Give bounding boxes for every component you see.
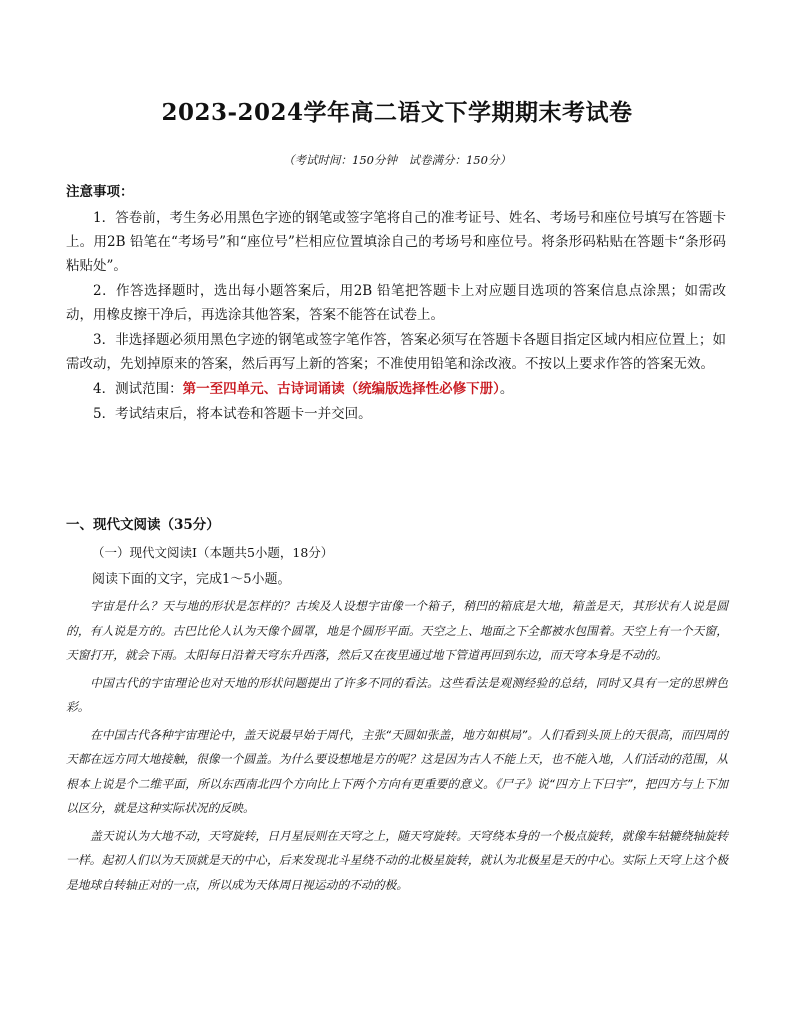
notice-item-1: 1．答卷前，考生务必用黑色字迹的钢笔或签字笔将自己的准考证号、姓名、考场号和座位号填写在答题卡上。用2B 铅笔在“考场号”和“座位号”栏相应位置填涂自己的考场号和座位号。将条形码粘贴在答题卡“条形码粘贴处”。: [66, 210, 726, 274]
notice-heading: 注意事项：: [66, 184, 134, 200]
section-heading: 一、现代文阅读（35分）: [66, 517, 220, 533]
passage-paragraph: 中国古代的宇宙理论也对天地的形状问题提出了许多不同的看法。这些看法是观测经验的总结，同时又具有一定的思辨色彩。: [66, 675, 728, 714]
passage-paragraph: 在中国古代各种宇宙理论中，盖天说最早始于周代，主张“天圆如张盖，地方如棋局”。人们看到头顶上的天很高，而四周的天都在远方同大地接触，很像一个圆盖。为什么要设想地是方的呢？这是因为古人不能上天，也不能入地，人们活动的范围，从根本上说是个二维平面，所以东西南北四个方向比上下两个方向有更重要的意义。《尸子》说“四方上下曰宇”，把四方与上下加以区分，就是这种实际状况的反映。: [66, 727, 728, 815]
notice-item-4-suffix: 。: [499, 381, 514, 397]
reading-instruction: 阅读下面的文字，完成1～5小题。: [92, 572, 291, 587]
notice-list: [66, 206, 726, 427]
notice-item-3: 3．非选择题必须用黑色字迹的钢笔或签字笔作答，答案必须写在答题卡各题目指定区域内相应位置上；如需改动，先划掉原来的答案，然后再写上新的答案；不准使用铅笔和涂改液。不按以上要求作答的答案无效。: [66, 332, 726, 372]
passage-paragraph: 盖天说认为大地不动，天穹旋转，日月星辰则在天穹之上，随天穹旋转。天穹绕本身的一个极点旋转，就像车轱辘绕轴旋转一样。起初人们以为天顶就是天的中心，后来发现北斗星绕不动的北极星旋转，就认为北极星是天的中心。实际上天穹上这个极是地球自转轴正对的一点，所以成为天体周日视运动的不动的极。: [66, 828, 728, 892]
exam-info: （考试时间：150分钟 试卷满分：150分）: [283, 153, 511, 167]
notice-item-4: [66, 377, 726, 401]
notice-item-5: 5．考试结束后，将本试卷和答题卡一并交回。: [93, 406, 372, 422]
page-title: 2023-2024学年高二语文下学期期末考试卷: [161, 99, 633, 126]
notice-item-4-prefix: 4．测试范围：: [93, 381, 183, 397]
test-range: 第一至四单元、古诗词诵读（统编版选择性必修下册）: [182, 381, 500, 397]
notice-item-2: 2．作答选择题时，选出每小题答案后，用2B 铅笔把答题卡上对应题目选项的答案信息点涂黑；如需改动，用橡皮擦干净后，再选涂其他答案，答案不能答在试卷上。: [66, 283, 726, 323]
reading-passage: [66, 594, 728, 900]
passage-paragraph: 宇宙是什么？天与地的形状是怎样的？古埃及人设想宇宙像一个箱子，稍凹的箱底是大地，箱盖是天，其形状有人说是圆的，有人说是方的。古巴比伦人认为天像个圆罩，地是个圆形平面。天空之上、地面之下全都被水包围着。天空上有一个天窗，天窗打开，就会下雨。太阳每日沿着天穹东升西落，然后又在夜里通过地下管道再回到东边，而天穹本身是不动的。: [66, 599, 728, 662]
subsection-heading: （一）现代文阅读Ⅰ（本题共5小题，18分）: [92, 545, 334, 560]
